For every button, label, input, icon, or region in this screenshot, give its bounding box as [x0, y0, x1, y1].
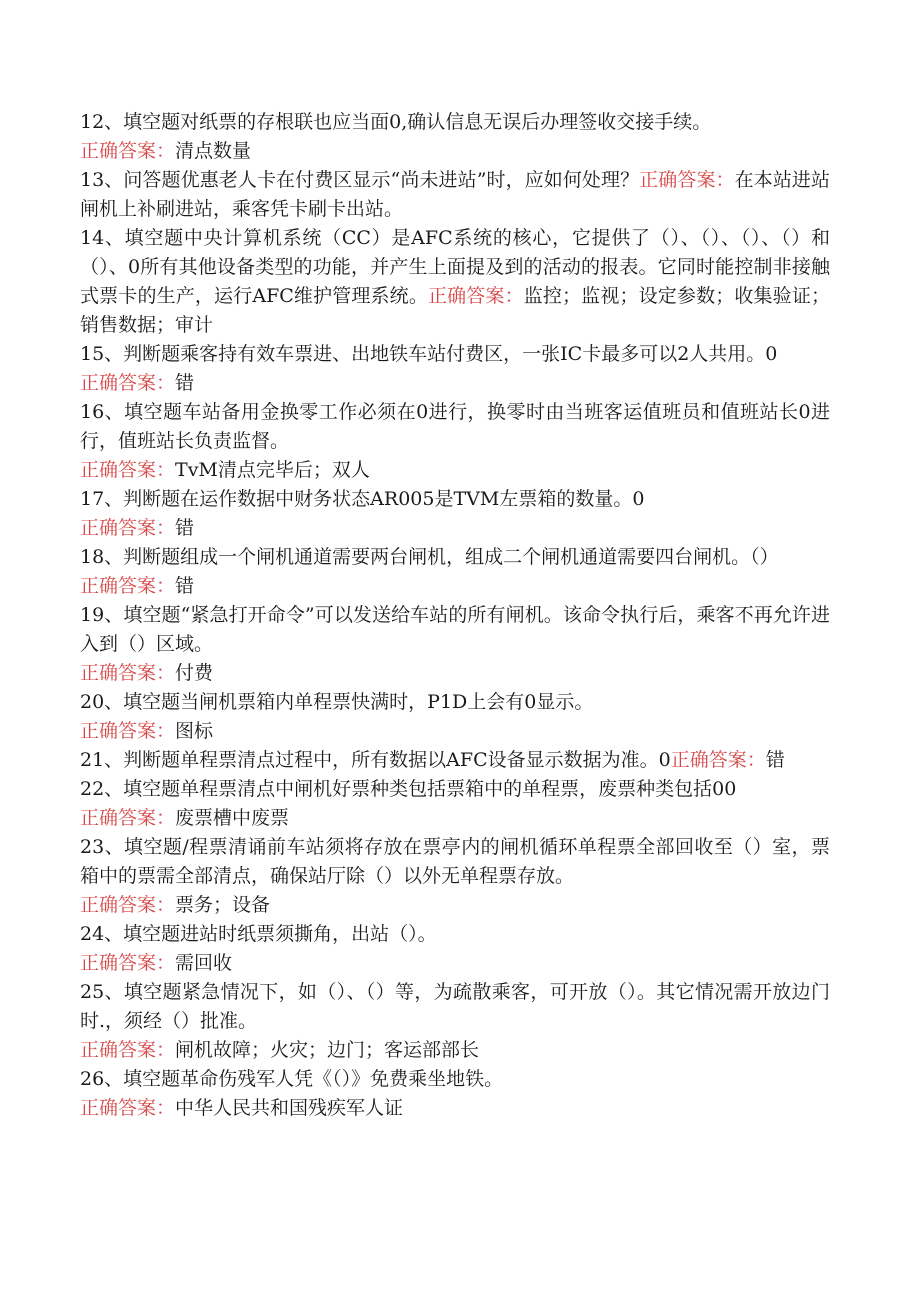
qa-item: [80, 224, 830, 340]
answer-label: 正确答案：: [80, 952, 176, 974]
question-text: 23、填空题/程票清诵前车站须将存放在票亭内的闸机循环单程票全部回收至（）室，票箱中的票需全部清点，确保站厅除（）以外无单程票存放。: [80, 836, 830, 887]
answer-line: [80, 659, 830, 688]
answer-label: 正确答案：: [80, 1097, 176, 1119]
question-text: 21、判断题单程票清点过程中，所有数据以AFC设备显示数据为准。0: [80, 749, 671, 771]
answer-text: 需回收: [175, 952, 233, 974]
qa-item: [80, 398, 830, 485]
answer-line: [80, 137, 830, 166]
answer-text: 在本站进站闸机上补刷进站，乘客凭卡刷卡出站。: [80, 169, 830, 220]
answer-label: 正确答案：: [670, 749, 766, 771]
answer-label: 正确答案：: [80, 459, 176, 481]
question-answer-inline: [80, 166, 830, 224]
question-answer-inline: [80, 746, 830, 775]
answer-text: 错: [175, 575, 195, 597]
qa-item: [80, 688, 830, 746]
answer-label: 正确答案：: [427, 285, 524, 307]
answer-text: 错: [765, 749, 785, 771]
answer-line: [80, 804, 830, 833]
answer-label: 正确答案：: [80, 140, 176, 162]
question-text: 13、问答题优惠老人卡在付费区显示“尚未进站”时，应如何处理？: [80, 169, 640, 191]
qa-item: [80, 601, 830, 688]
question-text: 24、填空题进站时纸票须撕角，出站（）。: [80, 923, 437, 945]
question-text: 18、判断题组成一个闸机通道需要两台闸机，组成二个闸机通道需要四台闸机。（）: [80, 546, 779, 568]
question-text: 12、填空题对纸票的存根联也应当面0,确认信息无误后办理签收交接手续。: [80, 111, 712, 133]
qa-item: [80, 166, 830, 224]
qa-item: [80, 746, 830, 775]
qa-item: [80, 920, 830, 978]
answer-label: 正确答案：: [639, 169, 735, 191]
qa-item: [80, 1065, 830, 1123]
qa-item: [80, 775, 830, 833]
answer-text: 监控；监视；设定参数；收集验证；销售数据；审计: [80, 285, 830, 336]
answer-label: 正确答案：: [80, 372, 176, 394]
qa-item: [80, 340, 830, 398]
answer-line: [80, 717, 830, 746]
question-text: 19、填空题“紧急打开命令”可以发送给车站的所有闸机。该命令执行后，乘客不再允许进入到（）区域。: [80, 604, 830, 655]
answer-label: 正确答案：: [80, 807, 176, 829]
answer-text: 错: [175, 372, 195, 394]
answer-label: 正确答案：: [80, 1039, 176, 1061]
qa-item: [80, 543, 830, 601]
question-text: 26、填空题革命伤残军人凭《（）》免费乘坐地铁。: [80, 1068, 504, 1090]
answer-text: 错: [175, 517, 195, 539]
answer-text: 清点数量: [175, 140, 252, 162]
question-text: 20、填空题当闸机票箱内单程票快满时，P1D上会有0显示。: [80, 691, 594, 713]
question-text: 17、判断题在运作数据中财务状态AR005是TVM左票箱的数量。0: [80, 488, 645, 510]
question-text: 14、填空题中央计算机系统（CC）是AFC系统的核心，它提供了（）、（）、（）、（）和（）、0所有其他设备类型的功能，并产生上面提及到的活动的报表。它同时能控制非接触式票卡的生产，运行AFC维护管理系统。: [80, 227, 830, 307]
question-text: 16、填空题车站备用金换零工作必须在0进行，换零时由当班客运值班员和值班站长0进行，值班站长负责监督。: [80, 401, 830, 452]
question-text: 25、填空题紧急情况下，如（）、（）等，为疏散乘客，可开放（）。其它情况需开放边门时.，须经（）批准。: [80, 981, 830, 1032]
answer-label: 正确答案：: [80, 720, 176, 742]
answer-line: [80, 572, 830, 601]
qa-item: [80, 485, 830, 543]
answer-label: 正确答案：: [80, 894, 176, 916]
qa-item: [80, 108, 830, 166]
question-text: 15、判断题乘客持有效车票进、出地铁车站付费区，一张IC卡最多可以2人共用。0: [80, 343, 778, 365]
question-text: 22、填空题单程票清点中闸机好票种类包括票箱中的单程票，废票种类包括00: [80, 778, 737, 800]
answer-line: [80, 1036, 830, 1065]
answer-line: [80, 369, 830, 398]
answer-text: 闸机故障；火灾；边门；客运部部长: [175, 1039, 480, 1061]
answer-text: TvM清点完毕后；双人: [175, 459, 370, 481]
answer-line: [80, 456, 830, 485]
answer-label: 正确答案：: [80, 662, 176, 684]
qa-item: [80, 833, 830, 920]
answer-text: 图标: [175, 720, 214, 742]
answer-text: 票务；设备: [175, 894, 271, 916]
answer-line: [80, 949, 830, 978]
answer-label: 正确答案：: [80, 517, 176, 539]
question-answer-inline: [80, 224, 830, 340]
answer-line: [80, 891, 830, 920]
answer-text: 付费: [175, 662, 214, 684]
answer-text: 中华人民共和国残疾军人证: [175, 1097, 404, 1119]
qa-item: [80, 978, 830, 1065]
answer-text: 废票槽中废票: [175, 807, 290, 829]
document-page: [80, 108, 830, 1123]
answer-line: [80, 1094, 830, 1123]
answer-label: 正确答案：: [80, 575, 176, 597]
answer-line: [80, 514, 830, 543]
